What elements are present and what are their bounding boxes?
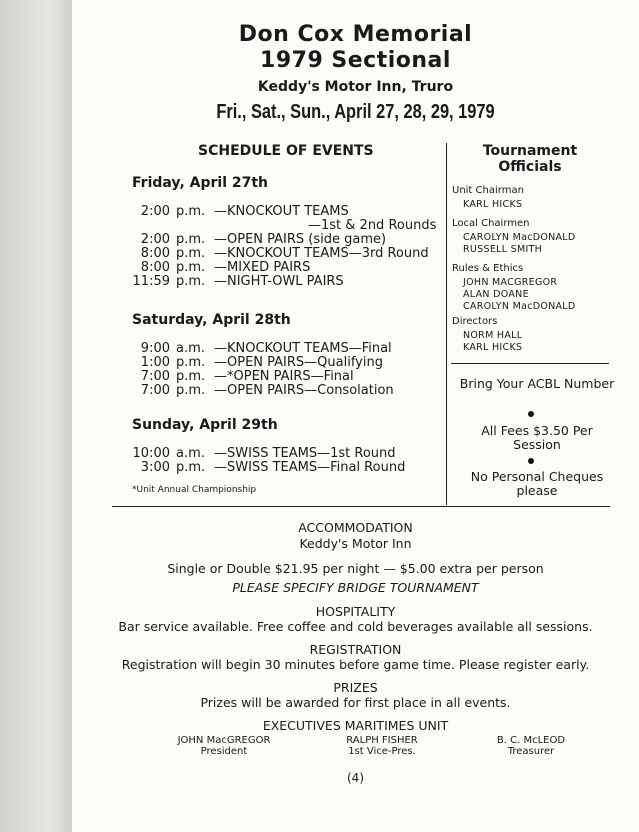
officials-divider <box>451 363 609 364</box>
hospitality-heading: HOSPITALITY <box>315 604 396 619</box>
event-row <box>132 342 394 356</box>
section-divider <box>112 506 610 507</box>
official-name: RUSSELL SMITH <box>463 244 543 255</box>
event-description: —*OPEN PAIRS—Final <box>214 369 354 384</box>
day-heading: Sunday, April 29th <box>132 417 278 433</box>
footnote: *Unit Annual Championship <box>132 485 257 495</box>
bullet-dot <box>528 411 534 417</box>
event-time: 3:00 <box>140 460 170 475</box>
event-time: 8:00 <box>140 260 170 275</box>
day-heading: Friday, April 27th <box>132 175 269 191</box>
event-description: —KNOCKOUT TEAMS—3rd Round <box>214 246 429 261</box>
notice-cheques: No Personal Cheques please <box>470 469 604 498</box>
event-ampm: p.m. <box>176 355 206 370</box>
registration-heading: REGISTRATION <box>309 642 402 657</box>
official-name: KARL HICKS <box>463 342 523 353</box>
event-row <box>132 275 436 289</box>
column-divider <box>446 143 447 505</box>
official-name: NORM HALL <box>463 330 523 341</box>
event-time: 8:00 <box>140 246 170 261</box>
event-ampm <box>170 219 214 233</box>
hospitality-text: Bar service available. Free coffee and cold beverages available all sessions. <box>118 619 593 634</box>
officials-title: Tournament Officials <box>482 143 578 175</box>
official-name: CAROLYN MacDONALD <box>463 301 576 312</box>
event-dates: Fri., Sat., Sun., April 27, 28, 29, 1979 <box>216 101 495 123</box>
event-description: —1st & 2nd Rounds <box>308 218 437 233</box>
executive-name: JOHN MacGREGOR <box>177 735 271 746</box>
executive-president <box>154 735 294 757</box>
event-description: —KNOCKOUT TEAMS <box>214 204 349 219</box>
event-ampm: p.m. <box>176 246 206 261</box>
event-time: 11:59 <box>132 274 170 289</box>
program-page <box>72 0 639 832</box>
event-ampm: a.m. <box>176 341 205 356</box>
executive-title: 1st Vice-Pres. <box>348 746 416 757</box>
event-ampm: p.m. <box>176 383 206 398</box>
event-description: —NIGHT-OWL PAIRS <box>214 274 344 289</box>
event-row <box>132 370 394 384</box>
official-name: CAROLYN MacDONALD <box>463 232 576 243</box>
event-row <box>132 461 405 475</box>
day-events <box>132 447 405 475</box>
event-ampm: p.m. <box>176 460 206 475</box>
accommodation-rate: Single or Double $21.95 per night — $5.00 extra per person <box>167 561 544 576</box>
official-role: Local Chairmen <box>452 218 530 229</box>
event-time: 1:00 <box>140 355 170 370</box>
accommodation-heading: ACCOMMODATION <box>298 520 413 535</box>
executive-name: B. C. McLEOD <box>496 735 566 746</box>
official-name: ALAN DOANE <box>463 289 529 300</box>
official-role: Unit Chairman <box>452 185 524 196</box>
executive-name: RALPH FISHER <box>346 735 418 746</box>
event-time: 2:00 <box>140 204 170 219</box>
event-row <box>132 447 405 461</box>
event-ampm: a.m. <box>176 446 205 461</box>
event-row <box>132 384 394 398</box>
official-name: KARL HICKS <box>463 199 523 210</box>
executives-heading: EXECUTIVES MARITIMES UNIT <box>262 718 449 733</box>
event-row <box>132 233 436 247</box>
event-ampm: p.m. <box>176 204 206 219</box>
notice-acbl: Bring Your ACBL Number <box>459 376 615 391</box>
event-description: —SWISS TEAMS—1st Round <box>214 446 396 461</box>
prizes-text: Prizes will be awarded for first place in all events. <box>200 695 511 710</box>
event-description: —OPEN PAIRS—Qualifying <box>214 355 383 370</box>
event-time: 2:00 <box>140 232 170 247</box>
title-line-2: 1979 Sectional <box>260 48 451 73</box>
registration-text: Registration will begin 30 minutes before game time. Please register early. <box>121 657 590 672</box>
event-description: —OPEN PAIRS—Consolation <box>214 383 394 398</box>
event-time <box>132 219 170 233</box>
event-row <box>132 247 436 261</box>
event-row <box>132 261 436 275</box>
executive-title: President <box>200 746 248 757</box>
bullet-dot <box>528 458 534 464</box>
event-description: —MIXED PAIRS <box>214 260 311 275</box>
binding-fold <box>0 0 72 832</box>
executive-title: Treasurer <box>507 746 555 757</box>
accommodation-place: Keddy's Motor Inn <box>299 536 412 551</box>
official-name: JOHN MACGREGOR <box>463 277 558 288</box>
event-time: 7:00 <box>140 383 170 398</box>
page-number: (4) <box>347 771 364 785</box>
event-time: 9:00 <box>140 341 170 356</box>
event-description: —OPEN PAIRS (side game) <box>214 232 387 247</box>
event-description: —SWISS TEAMS—Final Round <box>214 460 406 475</box>
event-ampm: p.m. <box>176 369 206 384</box>
event-ampm: p.m. <box>176 260 206 275</box>
schedule-title: SCHEDULE OF EVENTS <box>198 143 374 159</box>
accommodation-note: PLEASE SPECIFY BRIDGE TOURNAMENT <box>232 580 479 595</box>
event-time: 10:00 <box>132 446 170 461</box>
event-time: 7:00 <box>140 369 170 384</box>
notice-fees: All Fees $3.50 Per Session <box>481 423 593 452</box>
executive-vice-president <box>312 735 452 757</box>
event-description: —KNOCKOUT TEAMS—Final <box>214 341 392 356</box>
day-heading: Saturday, April 28th <box>132 312 291 328</box>
executive-treasurer <box>461 735 601 757</box>
day-events <box>132 342 394 398</box>
day-events <box>132 205 436 289</box>
venue: Keddy's Motor Inn, Truro <box>257 79 454 95</box>
prizes-heading: PRIZES <box>333 680 378 695</box>
official-role: Rules & Ethics <box>452 263 524 274</box>
event-row <box>132 356 394 370</box>
event-ampm: p.m. <box>176 232 206 247</box>
event-ampm: p.m. <box>176 274 206 289</box>
event-row <box>132 205 436 219</box>
event-row <box>132 219 436 233</box>
official-role: Directors <box>452 316 498 327</box>
title-line-1: Don Cox Memorial <box>238 22 473 47</box>
